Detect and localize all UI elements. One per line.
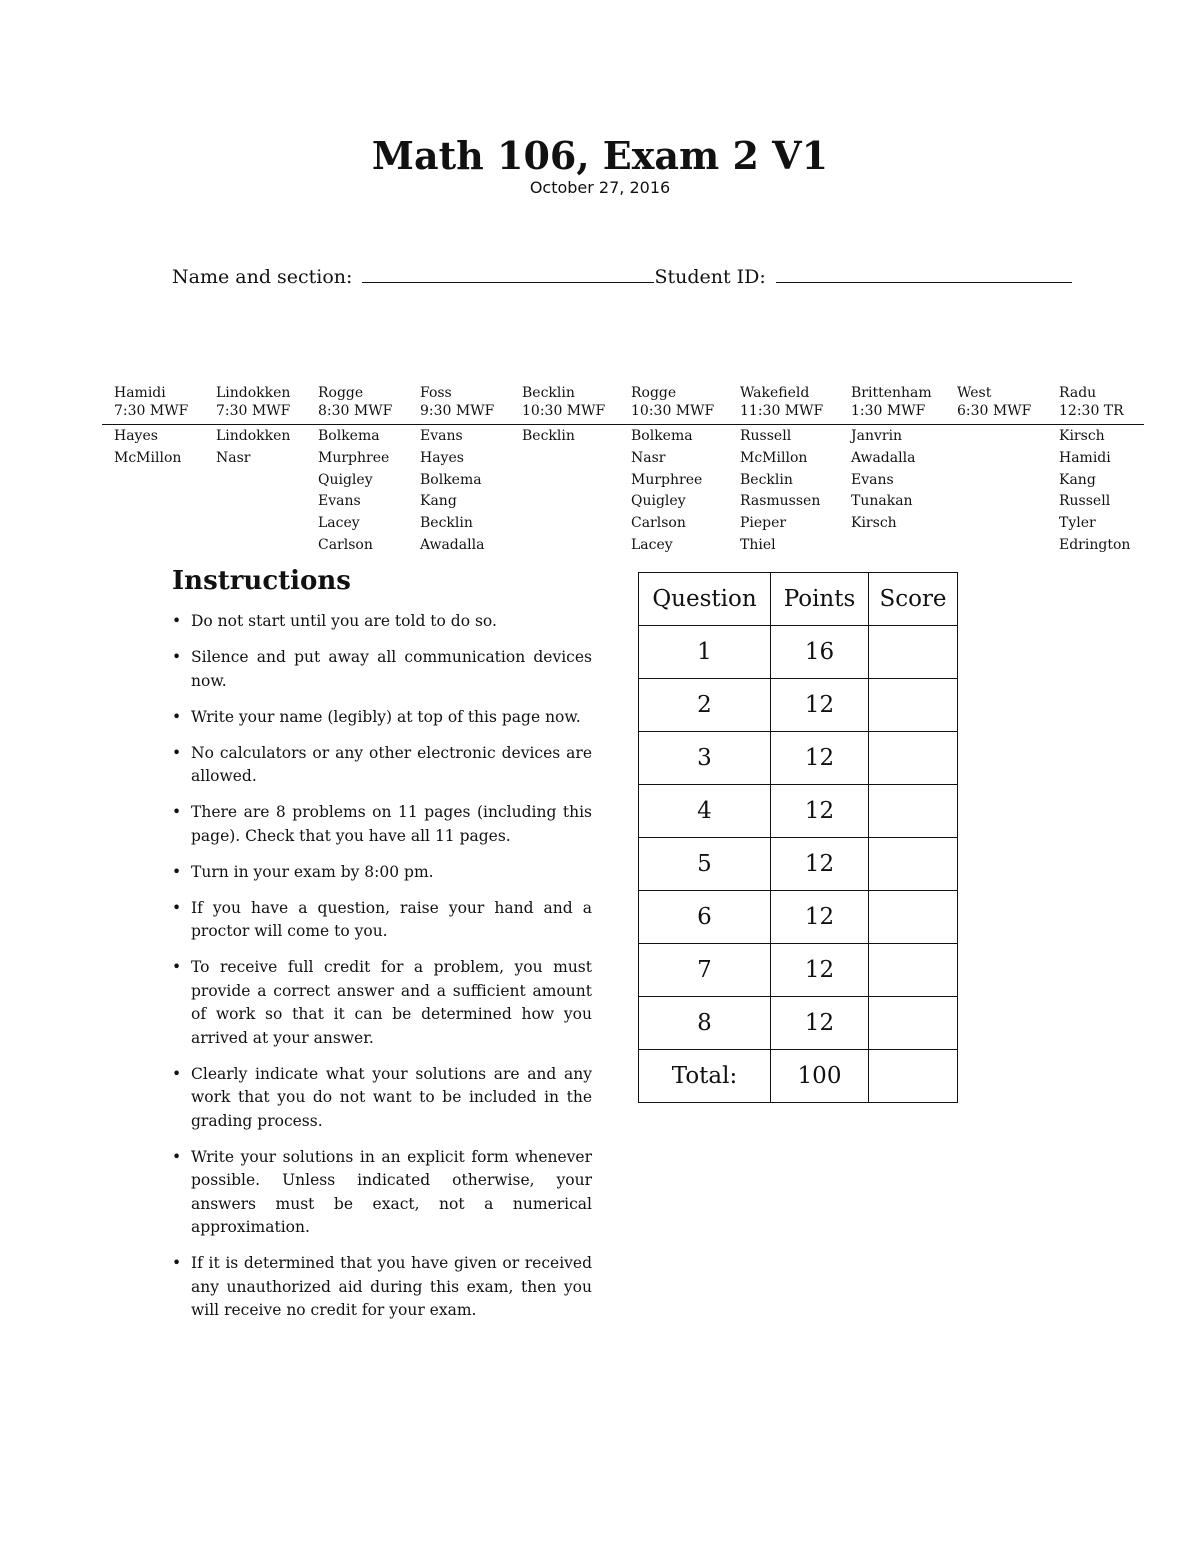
section-ta-name: Lindokken	[216, 428, 291, 444]
section-instructor: Radu	[1059, 385, 1097, 401]
section-ta-name: Kang	[1059, 471, 1096, 488]
score-cell[interactable]	[869, 891, 958, 944]
section-time: 8:30 MWF	[318, 403, 393, 419]
section-ta-name: Kirsch	[1059, 428, 1105, 444]
instruction-item	[172, 861, 592, 885]
question-number: 5	[639, 838, 771, 891]
instruction-item	[172, 610, 592, 634]
section-time: 1:30 MWF	[851, 403, 926, 419]
section-instructor: Hamidi	[114, 385, 166, 401]
instruction-item	[172, 1063, 592, 1134]
question-points: 12	[771, 679, 869, 732]
score-cell[interactable]	[869, 732, 958, 785]
name-section-label: Name and section:	[172, 266, 353, 288]
question-number: 6	[639, 891, 771, 944]
student-id-blank[interactable]	[776, 281, 1072, 283]
section-ta-name: Carlson	[631, 515, 686, 532]
instruction-item	[172, 646, 592, 693]
section-ta-name: Kang	[420, 493, 457, 510]
section-ta-name: Janvrin	[851, 428, 903, 444]
question-number: 7	[639, 944, 771, 997]
section-column	[851, 384, 932, 532]
instruction-item	[172, 897, 592, 944]
section-time: 9:30 MWF	[420, 403, 495, 419]
section-ta-name: McMillon	[740, 449, 808, 466]
section-ta-name: Becklin	[420, 515, 473, 532]
section-ta-name: Awadalla	[420, 536, 485, 553]
table-row	[639, 997, 958, 1050]
bullet-icon: •	[172, 1254, 182, 1272]
table-row	[639, 626, 958, 679]
student-fields	[172, 266, 1072, 288]
section-instructor: Rogge	[318, 385, 364, 401]
total-points: 100	[771, 1050, 869, 1103]
section-instructor: Foss	[420, 385, 452, 401]
section-instructor: Wakefield	[740, 385, 810, 401]
section-column	[420, 384, 495, 553]
section-ta-name: Thiel	[740, 536, 776, 553]
bullet-icon: •	[172, 1147, 182, 1166]
section-ta-name: Murphree	[318, 449, 390, 466]
section-ta-name: Edrington	[1059, 536, 1131, 553]
total-label: Total:	[639, 1050, 771, 1103]
section-ta-name: Hamidi	[1059, 449, 1111, 466]
score-cell[interactable]	[869, 944, 958, 997]
section-ta-name: McMillon	[114, 449, 182, 466]
student-id-label: Student ID:	[654, 266, 766, 288]
section-ta-name: Evans	[851, 471, 894, 488]
section-ta-name: Evans	[318, 493, 361, 510]
bullet-icon: •	[172, 707, 182, 726]
header-points: Points	[771, 573, 869, 626]
bullet-icon: •	[172, 862, 182, 881]
instruction-text: Turn in your exam by 8:00 pm.	[191, 862, 434, 881]
section-ta-name: Bolkema	[420, 471, 482, 488]
section-column	[114, 384, 189, 466]
section-ta-name: Russell	[1059, 493, 1111, 510]
section-ta-name: Rasmussen	[740, 493, 821, 510]
section-column	[740, 384, 824, 553]
section-instructor: Becklin	[522, 385, 575, 401]
section-ta-name: Quigley	[631, 493, 686, 510]
score-cell[interactable]	[869, 679, 958, 732]
instruction-item	[172, 1146, 592, 1240]
section-instructor: Lindokken	[216, 385, 291, 401]
section-ta-name: Nasr	[216, 449, 251, 466]
section-column	[1059, 384, 1131, 553]
section-time: 10:30 MWF	[522, 403, 606, 419]
instruction-item	[172, 1252, 592, 1323]
instruction-text: No calculators or any other electronic devices are allowed.	[191, 743, 592, 785]
bullet-icon: •	[172, 803, 182, 821]
section-time: 7:30 MWF	[114, 403, 189, 419]
question-number: 4	[639, 785, 771, 838]
total-row	[639, 1050, 958, 1103]
section-column	[522, 384, 606, 444]
section-ta-name: Tyler	[1059, 515, 1096, 532]
question-points: 12	[771, 785, 869, 838]
section-ta-name: Carlson	[318, 536, 373, 553]
question-points: 12	[771, 838, 869, 891]
score-cell[interactable]	[869, 626, 958, 679]
section-ta-name: Bolkema	[318, 428, 380, 444]
question-points: 12	[771, 891, 869, 944]
instruction-text: If it is determined that you have given or received any unauthorized aid during this exam, then you will receive no credit for your exam.	[191, 1254, 592, 1319]
section-ta-name: Russell	[740, 428, 792, 444]
exam-date: October 27, 2016	[529, 178, 671, 197]
instruction-item	[172, 801, 592, 848]
section-ta-name: Evans	[420, 428, 463, 444]
question-points: 16	[771, 626, 869, 679]
instruction-text: Silence and put away all communication devices now.	[191, 648, 592, 690]
section-column	[318, 384, 393, 553]
section-column	[631, 384, 715, 553]
question-number: 1	[639, 626, 771, 679]
section-instructor: West	[957, 385, 992, 401]
section-time: 10:30 MWF	[631, 403, 715, 419]
exam-title: Math 106, Exam 2 V1	[371, 133, 829, 178]
instruction-text: Clearly indicate what your solutions are and any work that you do not want to be included in the grading process.	[191, 1064, 592, 1130]
question-points: 12	[771, 997, 869, 1050]
table-row	[639, 679, 958, 732]
question-points: 12	[771, 732, 869, 785]
instructions-title: Instructions	[172, 566, 351, 596]
section-ta-name: Becklin	[740, 471, 793, 488]
section-ta-name: Hayes	[420, 449, 464, 466]
section-ta-name: Kirsch	[851, 515, 897, 532]
section-column	[216, 384, 291, 466]
table-row	[639, 944, 958, 997]
name-section-blank[interactable]	[362, 281, 654, 283]
instruction-text: Do not start until you are told to do so.	[191, 612, 497, 630]
bullet-icon: •	[172, 648, 182, 666]
instruction-text: There are 8 problems on 11 pages (including this page). Check that you have all 11 pages.	[191, 803, 592, 845]
table-row	[639, 785, 958, 838]
table-row	[639, 732, 958, 785]
bullet-icon: •	[172, 958, 182, 976]
section-ta-name: Awadalla	[851, 449, 916, 466]
bullet-icon: •	[172, 898, 182, 917]
instructions-list	[172, 610, 592, 1335]
section-ta-name: Nasr	[631, 449, 666, 466]
question-points: 12	[771, 944, 869, 997]
instruction-text: Write your name (legibly) at top of this page now.	[191, 707, 581, 726]
instruction-item	[172, 956, 592, 1050]
table-row	[639, 891, 958, 944]
bullet-icon: •	[172, 1064, 182, 1083]
bullet-icon: •	[172, 743, 182, 762]
instruction-text: If you have a question, raise your hand and a proctor will come to you.	[191, 898, 592, 940]
question-number: 3	[639, 732, 771, 785]
score-cell[interactable]	[869, 838, 958, 891]
instruction-text: Write your solutions in an explicit form whenever possible. Unless indicated otherwise, your answers must be exact, not a numerical approximation.	[191, 1147, 592, 1236]
section-time: 7:30 MWF	[216, 403, 291, 419]
section-instructor: Brittenham	[851, 385, 932, 401]
section-column	[957, 384, 1031, 420]
total-score-cell[interactable]	[869, 1050, 958, 1103]
section-time: 6:30 MWF	[957, 403, 1032, 419]
header-question: Question	[639, 573, 771, 626]
instruction-item	[172, 742, 592, 789]
section-ta-name: Bolkema	[631, 428, 693, 444]
bullet-icon: •	[172, 612, 182, 630]
question-number: 2	[639, 679, 771, 732]
header-score: Score	[869, 573, 958, 626]
section-ta-name: Pieper	[740, 515, 787, 532]
score-table	[638, 572, 958, 1103]
section-ta-name: Murphree	[631, 471, 703, 488]
instruction-text: To receive full credit for a problem, you must provide a correct answer and a sufficient amount of work so that it can be determined how you arrived at your answer.	[191, 958, 592, 1047]
section-time: 12:30 TR	[1059, 403, 1124, 419]
section-divider	[102, 424, 1144, 425]
section-ta-name: Lacey	[318, 515, 360, 532]
section-ta-name: Hayes	[114, 428, 158, 444]
table-row	[639, 838, 958, 891]
section-instructor: Rogge	[631, 385, 677, 401]
section-ta-name: Quigley	[318, 471, 373, 488]
question-number: 8	[639, 997, 771, 1050]
instruction-item	[172, 706, 592, 730]
section-ta-name: Tunakan	[851, 493, 913, 510]
section-ta-name: Lacey	[631, 536, 673, 553]
score-cell[interactable]	[869, 997, 958, 1050]
section-ta-name: Becklin	[522, 428, 575, 444]
section-time: 11:30 MWF	[740, 403, 824, 419]
score-cell[interactable]	[869, 785, 958, 838]
score-table-header-row	[639, 573, 958, 626]
